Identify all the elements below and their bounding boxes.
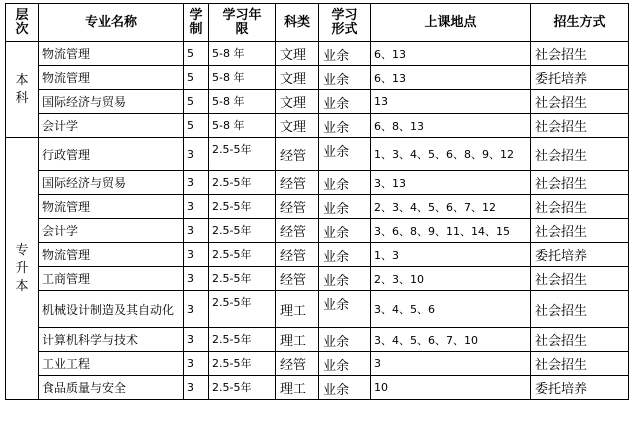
years-cell: 3 xyxy=(184,138,209,171)
period-cell: 2.5-5年 xyxy=(209,195,276,219)
mode-cell: 业余 xyxy=(319,171,371,195)
recruit-cell: 社会招生 xyxy=(531,291,629,328)
table-row xyxy=(6,195,629,219)
location-cell: 2、3、4、5、6、7、12 xyxy=(371,195,531,219)
table-row xyxy=(6,376,629,400)
period-cell: 2.5-5年 xyxy=(209,352,276,376)
years-cell: 5 xyxy=(184,114,209,138)
recruit-cell: 社会招生 xyxy=(531,352,629,376)
category-cell: 理工 xyxy=(276,328,319,352)
period-cell: 2.5-5年 xyxy=(209,291,276,328)
years-cell: 3 xyxy=(184,376,209,400)
mode-cell: 业余 xyxy=(319,138,371,171)
location-cell: 3、13 xyxy=(371,171,531,195)
header-row xyxy=(6,4,629,42)
category-cell: 经管 xyxy=(276,219,319,243)
location-cell: 3、4、5、6 xyxy=(371,291,531,328)
location-cell: 6、8、13 xyxy=(371,114,531,138)
level-cell: 专 升 本 xyxy=(6,138,39,400)
header-location: 上课地点 xyxy=(371,4,531,42)
mode-cell: 业余 xyxy=(319,267,371,291)
category-cell: 经管 xyxy=(276,138,319,171)
period-cell: 2.5-5年 xyxy=(209,138,276,171)
enrollment-table xyxy=(5,3,629,400)
mode-cell: 业余 xyxy=(319,328,371,352)
category-cell: 文理 xyxy=(276,42,319,66)
mode-cell: 业余 xyxy=(319,376,371,400)
header-mode: 学习 形式 xyxy=(319,4,371,42)
major-cell: 计算机科学与技术 xyxy=(39,328,184,352)
location-cell: 3 xyxy=(371,352,531,376)
years-cell: 3 xyxy=(184,328,209,352)
recruit-cell: 社会招生 xyxy=(531,114,629,138)
years-cell: 3 xyxy=(184,352,209,376)
period-cell: 5-8 年 xyxy=(209,114,276,138)
period-cell: 5-8 年 xyxy=(209,66,276,90)
years-cell: 3 xyxy=(184,291,209,328)
category-cell: 文理 xyxy=(276,90,319,114)
major-cell: 会计学 xyxy=(39,114,184,138)
header-recruit: 招生方式 xyxy=(531,4,629,42)
major-cell: 行政管理 xyxy=(39,138,184,171)
recruit-cell: 社会招生 xyxy=(531,219,629,243)
major-cell: 会计学 xyxy=(39,219,184,243)
period-cell: 2.5-5年 xyxy=(209,243,276,267)
major-cell: 物流管理 xyxy=(39,243,184,267)
years-cell: 3 xyxy=(184,267,209,291)
mode-cell: 业余 xyxy=(319,352,371,376)
major-cell: 物流管理 xyxy=(39,195,184,219)
mode-cell: 业余 xyxy=(319,291,371,328)
category-cell: 理工 xyxy=(276,376,319,400)
period-cell: 2.5-5年 xyxy=(209,219,276,243)
major-cell: 食品质量与安全 xyxy=(39,376,184,400)
recruit-cell: 社会招生 xyxy=(531,267,629,291)
recruit-cell: 社会招生 xyxy=(531,42,629,66)
years-cell: 3 xyxy=(184,195,209,219)
table-row xyxy=(6,219,629,243)
major-cell: 机械设计制造及其自动化 xyxy=(39,291,184,328)
location-cell: 10 xyxy=(371,376,531,400)
major-cell: 国际经济与贸易 xyxy=(39,171,184,195)
location-cell: 3、4、5、6、7、10 xyxy=(371,328,531,352)
table-row xyxy=(6,171,629,195)
category-cell: 经管 xyxy=(276,352,319,376)
years-cell: 5 xyxy=(184,66,209,90)
recruit-cell: 委托培养 xyxy=(531,66,629,90)
period-cell: 2.5-5年 xyxy=(209,328,276,352)
category-cell: 文理 xyxy=(276,66,319,90)
mode-cell: 业余 xyxy=(319,114,371,138)
header-period: 学习年 限 xyxy=(209,4,276,42)
table-row xyxy=(6,328,629,352)
table-row xyxy=(6,243,629,267)
period-cell: 2.5-5年 xyxy=(209,171,276,195)
location-cell: 3、6、8、9、11、14、15 xyxy=(371,219,531,243)
table-row xyxy=(6,114,629,138)
table-row xyxy=(6,42,629,66)
years-cell: 5 xyxy=(184,42,209,66)
years-cell: 3 xyxy=(184,171,209,195)
table-row xyxy=(6,267,629,291)
level-cell: 本 科 xyxy=(6,42,39,138)
location-cell: 1、3、4、5、6、8、9、12 xyxy=(371,138,531,171)
major-cell: 国际经济与贸易 xyxy=(39,90,184,114)
recruit-cell: 委托培养 xyxy=(531,243,629,267)
header-years: 学 制 xyxy=(184,4,209,42)
location-cell: 2、3、10 xyxy=(371,267,531,291)
location-cell: 6、13 xyxy=(371,42,531,66)
header-major: 专业名称 xyxy=(39,4,184,42)
period-cell: 2.5-5年 xyxy=(209,376,276,400)
mode-cell: 业余 xyxy=(319,66,371,90)
location-cell: 1、3 xyxy=(371,243,531,267)
mode-cell: 业余 xyxy=(319,42,371,66)
table-row xyxy=(6,352,629,376)
years-cell: 5 xyxy=(184,90,209,114)
category-cell: 经管 xyxy=(276,267,319,291)
recruit-cell: 社会招生 xyxy=(531,138,629,171)
location-cell: 13 xyxy=(371,90,531,114)
recruit-cell: 社会招生 xyxy=(531,171,629,195)
major-cell: 物流管理 xyxy=(39,42,184,66)
table-row xyxy=(6,291,629,328)
category-cell: 经管 xyxy=(276,243,319,267)
years-cell: 3 xyxy=(184,243,209,267)
major-cell: 工业工程 xyxy=(39,352,184,376)
recruit-cell: 委托培养 xyxy=(531,376,629,400)
table-row xyxy=(6,66,629,90)
category-cell: 经管 xyxy=(276,195,319,219)
recruit-cell: 社会招生 xyxy=(531,328,629,352)
period-cell: 5-8 年 xyxy=(209,90,276,114)
mode-cell: 业余 xyxy=(319,243,371,267)
table-row xyxy=(6,138,629,171)
major-cell: 物流管理 xyxy=(39,66,184,90)
major-cell: 工商管理 xyxy=(39,267,184,291)
category-cell: 理工 xyxy=(276,291,319,328)
category-cell: 经管 xyxy=(276,171,319,195)
period-cell: 2.5-5年 xyxy=(209,267,276,291)
mode-cell: 业余 xyxy=(319,90,371,114)
recruit-cell: 社会招生 xyxy=(531,90,629,114)
category-cell: 文理 xyxy=(276,114,319,138)
table-row xyxy=(6,90,629,114)
header-level: 层 次 xyxy=(6,4,39,42)
mode-cell: 业余 xyxy=(319,195,371,219)
years-cell: 3 xyxy=(184,219,209,243)
location-cell: 6、13 xyxy=(371,66,531,90)
recruit-cell: 社会招生 xyxy=(531,195,629,219)
mode-cell: 业余 xyxy=(319,219,371,243)
header-category: 科类 xyxy=(276,4,319,42)
period-cell: 5-8 年 xyxy=(209,42,276,66)
